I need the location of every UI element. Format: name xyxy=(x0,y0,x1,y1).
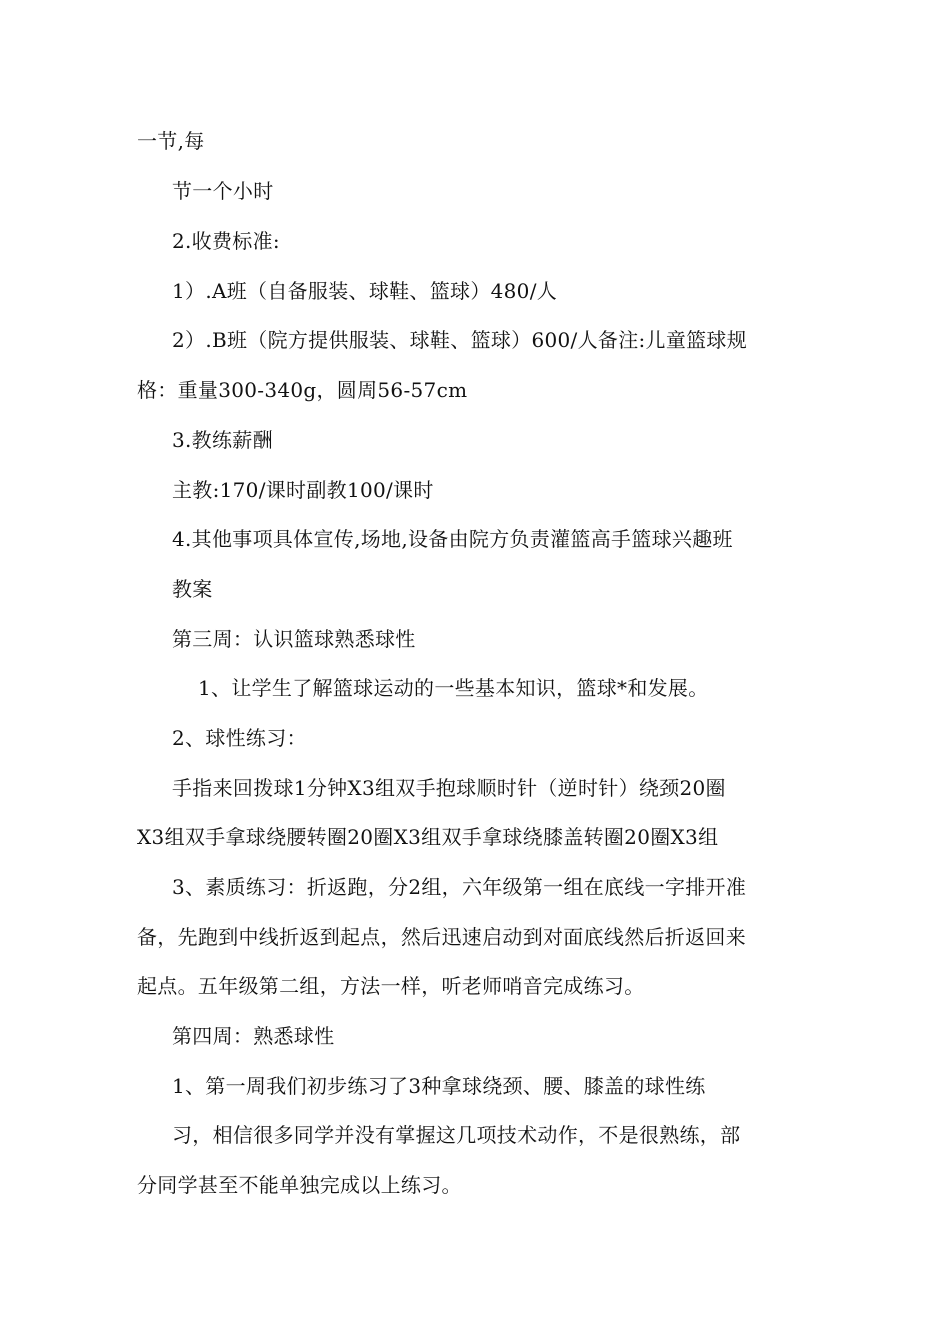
text-line: 1、让学生了解篮球运动的一些基本知识，篮球*和发展。 xyxy=(198,676,709,700)
text-line: 第四周：熟悉球性 xyxy=(172,1024,335,1048)
text-line: 格：重量300-340g，圆周56-57cm xyxy=(137,378,468,402)
text-line: X3组双手拿球绕腰转圈20圈X3组双手拿球绕膝盖转圈20圈X3组 xyxy=(137,825,719,849)
text-line: 教案 xyxy=(172,577,213,601)
text-line: 起点。五年级第二组，方法一样，听老师哨音完成练习。 xyxy=(137,974,645,998)
text-line: 2）.B班（院方提供服装、球鞋、篮球）600/人备注:儿童篮球规 xyxy=(172,328,748,352)
text-line: 1）.A班（自备服装、球鞋、篮球）480/人 xyxy=(172,279,558,303)
text-line: 分同学甚至不能单独完成以上练习。 xyxy=(137,1173,462,1197)
text-line: 2、球性练习： xyxy=(172,726,307,750)
text-line: 第三周：认识篮球熟悉球性 xyxy=(172,627,416,651)
text-line: 4.其他事项具体宣传,场地,设备由院方负责灌篮高手篮球兴趣班 xyxy=(172,527,733,551)
text-line: 节一个小时 xyxy=(172,179,274,203)
text-line: 一节,每 xyxy=(137,129,205,153)
text-line: 3.教练薪酬 xyxy=(172,428,273,452)
text-line: 手指来回拨球1分钟X3组双手抱球顺时针（逆时针）绕颈20圈 xyxy=(172,776,726,800)
text-line: 3、素质练习：折返跑，分2组，六年级第一组在底线一字排开准 xyxy=(172,875,747,899)
text-line: 1、第一周我们初步练习了3种拿球绕颈、腰、膝盖的球性练 xyxy=(172,1074,706,1098)
text-line: 习，相信很多同学并没有掌握这几项技术动作，不是很熟练，部 xyxy=(172,1123,741,1147)
text-line: 备，先跑到中线折返到起点，然后迅速启动到对面底线然后折返回来 xyxy=(137,925,746,949)
text-line: 2.收费标准: xyxy=(172,229,280,253)
text-line: 主教:170/课时副教100/课时 xyxy=(172,478,434,502)
